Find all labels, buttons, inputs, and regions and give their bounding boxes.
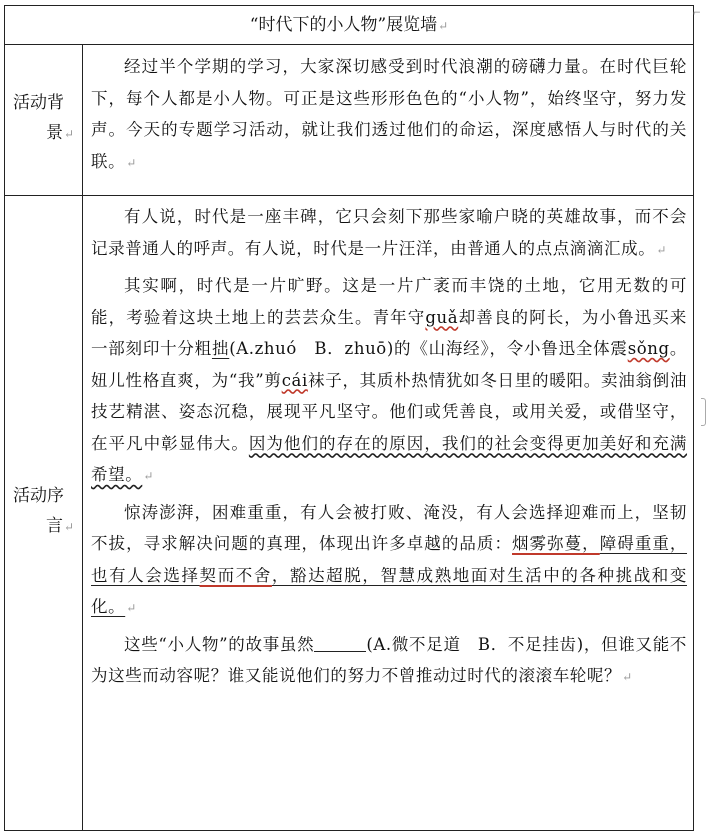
label-line: 活动序 bbox=[13, 486, 64, 506]
paragraph-text: 袜子，其质朴热情犹如冬日里的暖阳。卖油翁倒油技艺精湛、姿态沉稳，展现平凡坚守。他们或凭善良，或用关爱，或借坚守，在平凡中彰显伟大。 bbox=[91, 370, 687, 453]
paragraph-mark-icon: ↵ bbox=[63, 520, 74, 534]
paragraph-text: 却善良的阿长，为小鲁迅买来一部刻印十分粗 bbox=[91, 307, 687, 358]
paragraph-mark-icon: ↵ bbox=[63, 127, 74, 141]
pinyin-guǎ: guǎ bbox=[425, 307, 459, 327]
label-text: 言 bbox=[45, 516, 63, 536]
table-title bbox=[5, 6, 693, 44]
paragraph-text: (A.微不足道 B．不足挂齿)，但谁又能不为这些而动容呢？谁又能说他们的努力不曾推动过时代的滚滚车轮呢？ bbox=[91, 634, 687, 685]
label-line bbox=[5, 511, 82, 542]
paragraph-text: 其实啊，时代是一片旷野。这是一片广袤而丰饶的土地，它用无数的可能，考验着这块土地上的芸芸众生。青年守 bbox=[91, 276, 687, 327]
answer-blank[interactable] bbox=[314, 633, 366, 652]
paragraph-mark-icon: ↵ bbox=[126, 601, 137, 615]
underlined-word: 拙 bbox=[211, 339, 230, 358]
underlined-phrase: 契而不舍 bbox=[199, 565, 272, 585]
paragraph-text: (A.zhuó B．zhuō)的《山海经》，令小鲁迅全体震 bbox=[229, 339, 628, 358]
label-text: 景 bbox=[45, 123, 63, 143]
pinyin-cái: cái bbox=[281, 370, 308, 390]
paragraph-text: 有人说，时代是一座丰碑，它只会刻下那些家喻户晓的英雄故事，而不会记录普通人的呼声。有人说，时代是一片汪洋，由普通人的点点滴滴汇成。 bbox=[91, 207, 687, 258]
title-text: “时代下的小人物”展览墙 bbox=[249, 15, 438, 35]
paragraph-mark-icon: ↵ bbox=[438, 19, 449, 33]
column-divider bbox=[82, 44, 83, 830]
preface-paragraph-2 bbox=[91, 270, 687, 493]
paragraph-mark-icon: ↵ bbox=[143, 469, 154, 483]
underlined-phrase: 障碍重重，也有人会选择 bbox=[91, 534, 688, 585]
paragraph-mark-icon: ↵ bbox=[656, 242, 667, 257]
preface-paragraph-4 bbox=[91, 629, 687, 694]
label-line: 活动背 bbox=[13, 93, 64, 113]
preface-content bbox=[91, 201, 687, 694]
underlined-phrase: ，豁达超脱，智慧成熟地面对生活中的各种挑战和变化。 bbox=[91, 565, 687, 616]
background-text: 经过半个学期的学习，大家深切感受到时代浪潮的磅礴力量。在时代巨轮下，每个人都是小人物。可正是这些形形色色的“小人物”，始终坚守，努力发声。今天的专题学习活动，就让我们透过他们的命运，深度感悟人与时代的关联。 bbox=[91, 57, 687, 171]
label-background bbox=[5, 88, 82, 149]
preface-paragraph-3 bbox=[91, 497, 687, 625]
underlined-phrase: 烟雾弥蔓， bbox=[512, 534, 600, 553]
divider bbox=[5, 44, 693, 45]
background-content bbox=[91, 51, 687, 179]
scroll-handle[interactable] bbox=[701, 398, 706, 426]
divider bbox=[5, 195, 693, 196]
underlined-sentence: 因为他们的存在的原因，我们的社会变得更加美好和充满希望。 bbox=[91, 433, 688, 484]
paragraph-text: 。妞儿性格直爽，为“我”剪 bbox=[91, 339, 687, 390]
paragraph-mark-icon: ↵ bbox=[622, 670, 633, 684]
corner-mark: ⌐ bbox=[692, 8, 701, 19]
background-paragraph bbox=[91, 51, 687, 179]
label-preface bbox=[5, 481, 82, 542]
paragraph-text: 惊涛澎湃，困难重重，有人会被打败、淹没，有人会选择迎难而上，坚韧不拔，寻求解决问题的真理，体现出许多卓越的品质： bbox=[91, 502, 687, 553]
pinyin-sǒng: sǒng bbox=[627, 339, 670, 358]
paragraph-text: 这些“小人物”的故事虽然 bbox=[124, 634, 315, 654]
label-line bbox=[5, 118, 82, 149]
paragraph-mark-icon: ↵ bbox=[126, 155, 137, 170]
preface-paragraph-1 bbox=[91, 201, 687, 266]
exhibition-table bbox=[4, 5, 694, 831]
